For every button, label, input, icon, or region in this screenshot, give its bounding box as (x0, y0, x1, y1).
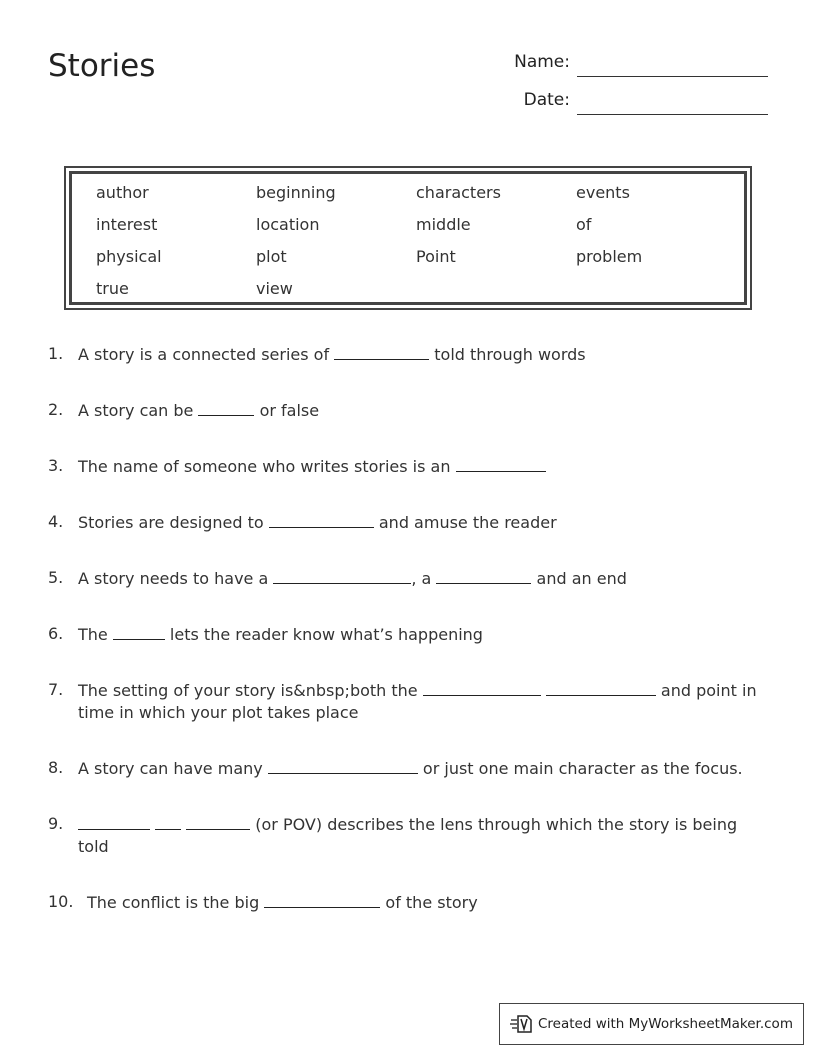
answer-blank[interactable] (456, 457, 546, 472)
question-number: 6. (48, 624, 64, 643)
question-text (78, 814, 768, 858)
answer-blank[interactable] (113, 625, 165, 640)
word-bank-item: view (256, 279, 293, 298)
date-field (500, 90, 570, 114)
word-bank-item: plot (256, 247, 287, 266)
answer-blank[interactable] (198, 401, 254, 416)
question-number: 10. (48, 892, 74, 911)
question-number: 5. (48, 568, 64, 587)
word-bank-item: Point (416, 247, 456, 266)
worksheet-maker-logo-icon (510, 1014, 532, 1034)
question-number: 1. (48, 344, 64, 363)
question-text (78, 456, 768, 478)
question-text-segment: and an end (531, 569, 627, 588)
question-text-segment: A story is a connected series of (78, 345, 335, 364)
question-text-segment: The (78, 625, 113, 644)
question-text (78, 680, 768, 724)
answer-blank[interactable] (264, 893, 380, 908)
word-bank-item: problem (576, 247, 643, 266)
question-text-segment: and point in time in which your plot takes place (78, 681, 757, 722)
question-text-segment: The setting of your story is&nbsp;both the (78, 681, 423, 700)
footer-text: Created with MyWorksheetMaker.com (538, 1016, 793, 1032)
page-title: Stories (48, 48, 156, 84)
answer-blank[interactable] (78, 815, 150, 830)
question-text-segment: of the story (380, 893, 478, 912)
question-text-segment: (or POV) describes the lens through which the story is being told (78, 815, 738, 856)
question-text (78, 344, 768, 366)
footer-credit (499, 1003, 804, 1045)
question-number: 9. (48, 814, 64, 833)
question-text (87, 892, 767, 914)
answer-blank[interactable] (269, 513, 374, 528)
question-text-segment: , a (411, 569, 437, 588)
name-input-line[interactable] (577, 76, 768, 77)
question-text-segment: The name of someone who writes stories is an (78, 457, 456, 476)
question-text (78, 568, 768, 590)
word-bank-item: events (576, 183, 630, 202)
question-text-segment: or just one main character as the focus. (417, 759, 743, 778)
answer-blank[interactable] (186, 815, 250, 830)
question-number: 3. (48, 456, 64, 475)
word-bank-item: of (576, 215, 592, 234)
question-text-segment: told through words (429, 345, 586, 364)
question-text-segment: lets the reader know what’s happening (164, 625, 483, 644)
word-bank-item: author (96, 183, 149, 202)
question-text-segment: or false (254, 401, 320, 420)
question-number: 2. (48, 400, 64, 419)
word-bank-item: characters (416, 183, 501, 202)
word-bank (64, 166, 752, 310)
word-bank-item: middle (416, 215, 471, 234)
answer-blank[interactable] (268, 759, 418, 774)
question-text (78, 758, 768, 780)
question-number: 4. (48, 512, 64, 531)
question-text-segment: A story can have many (78, 759, 268, 778)
question-text (78, 624, 768, 646)
word-bank-inner (69, 171, 747, 305)
word-bank-item: physical (96, 247, 162, 266)
name-label: Name: (514, 52, 570, 72)
date-input-line[interactable] (577, 114, 768, 115)
answer-blank[interactable] (273, 569, 411, 584)
answer-blank[interactable] (436, 569, 531, 584)
answer-blank[interactable] (546, 681, 656, 696)
answer-blank[interactable] (155, 815, 181, 830)
question-text (78, 400, 768, 422)
question-text-segment: A story needs to have a (78, 569, 274, 588)
question-text-segment: A story can be (78, 401, 199, 420)
question-text-segment: Stories are designed to (78, 513, 269, 532)
word-bank-item: location (256, 215, 320, 234)
question-text (78, 512, 768, 534)
word-bank-item: interest (96, 215, 158, 234)
date-label: Date: (523, 90, 570, 110)
name-field (500, 52, 570, 76)
question-number: 8. (48, 758, 64, 777)
question-text-segment: The conflict is the big (87, 893, 265, 912)
question-number: 7. (48, 680, 64, 699)
word-bank-item: true (96, 279, 129, 298)
answer-blank[interactable] (334, 345, 429, 360)
answer-blank[interactable] (423, 681, 541, 696)
question-text-segment: and amuse the reader (373, 513, 557, 532)
word-bank-item: beginning (256, 183, 336, 202)
